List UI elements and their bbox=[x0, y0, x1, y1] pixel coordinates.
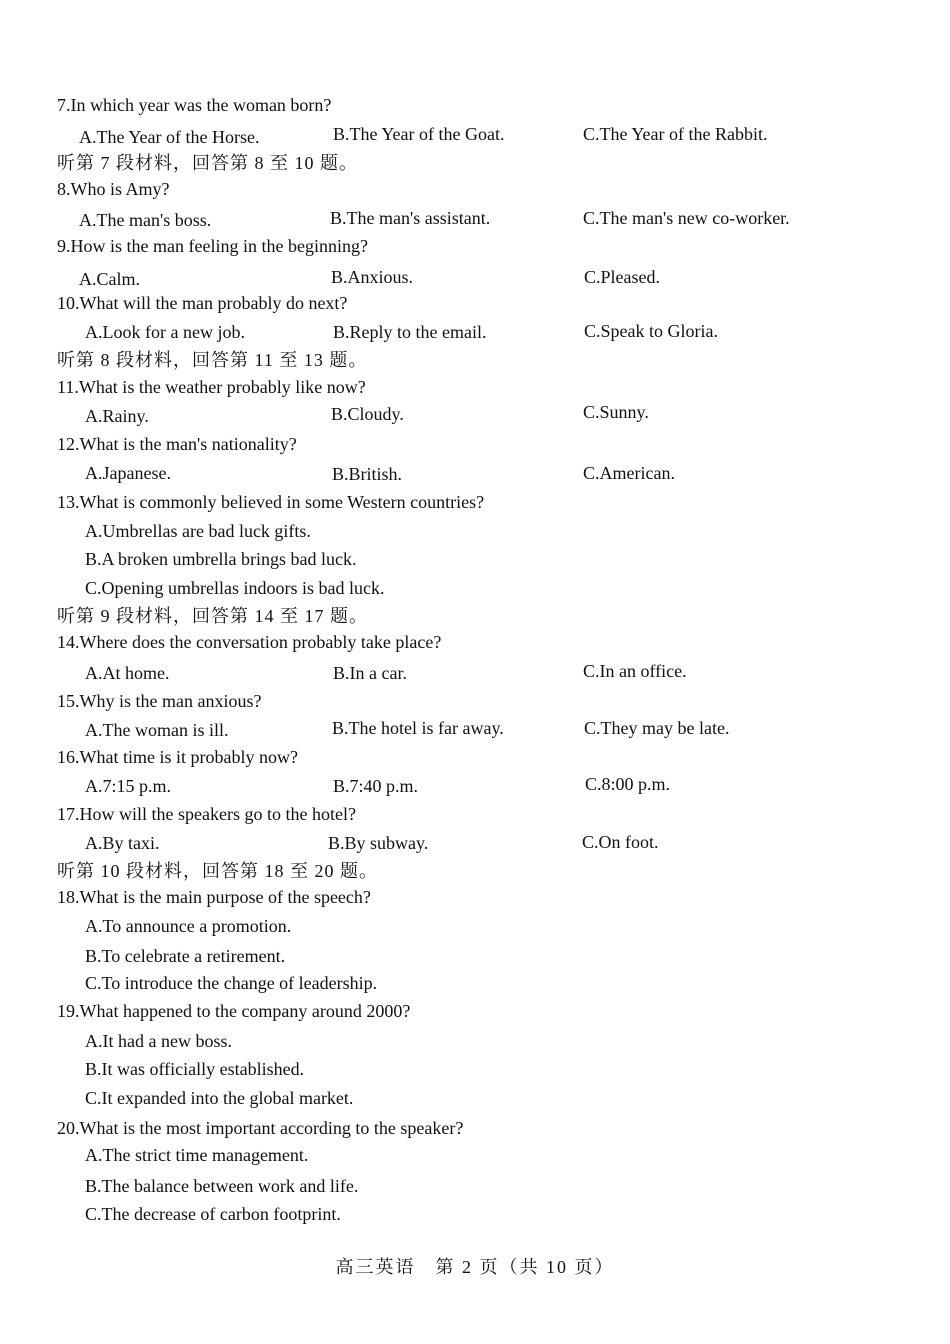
question-7-option-a: A.The Year of the Horse. bbox=[79, 127, 260, 147]
question-8-option-a: A.The man's boss. bbox=[79, 210, 212, 230]
question-9-option-a: A.Calm. bbox=[79, 269, 140, 289]
question-20-option-a: A.The strict time management. bbox=[85, 1145, 309, 1165]
question-17-option-a: A.By taxi. bbox=[85, 833, 160, 853]
question-16-option-a: A.7:15 p.m. bbox=[85, 776, 172, 796]
question-14-option-a: A.At home. bbox=[85, 663, 170, 683]
question-15-option-b: B.The hotel is far away. bbox=[332, 718, 504, 738]
question-18-option-a: A.To announce a promotion. bbox=[85, 916, 292, 936]
question-17-option-c: C.On foot. bbox=[582, 832, 659, 852]
question-10-option-b: B.Reply to the email. bbox=[333, 322, 487, 342]
question-14-option-b: B.In a car. bbox=[333, 663, 407, 683]
question-8-option-b: B.The man's assistant. bbox=[330, 208, 491, 228]
question-8-stem: 8.Who is Amy? bbox=[57, 179, 170, 199]
question-12-option-b: B.British. bbox=[332, 464, 403, 484]
question-10-stem: 10.What will the man probably do next? bbox=[57, 293, 348, 313]
question-10-option-a: A.Look for a new job. bbox=[85, 322, 245, 342]
question-17-option-b: B.By subway. bbox=[328, 833, 429, 853]
question-13-stem: 13.What is commonly believed in some Western countries? bbox=[57, 492, 485, 512]
question-12-option-c: C.American. bbox=[583, 463, 675, 483]
question-20-option-b: B.The balance between work and life. bbox=[85, 1176, 359, 1196]
question-17-stem: 17.How will the speakers go to the hotel? bbox=[57, 804, 356, 824]
section-heading-10: 听第 10 段材料，回答第 18 至 20 题。 bbox=[57, 861, 378, 881]
section-heading-8: 听第 8 段材料，回答第 11 至 13 题。 bbox=[57, 350, 368, 370]
question-11-option-b: B.Cloudy. bbox=[331, 404, 404, 424]
question-7-option-b: B.The Year of the Goat. bbox=[333, 124, 505, 144]
question-14-stem: 14.Where does the conversation probably take place? bbox=[57, 632, 442, 652]
question-13-option-b: B.A broken umbrella brings bad luck. bbox=[85, 549, 357, 569]
question-14-option-c: C.In an office. bbox=[583, 661, 687, 681]
question-18-option-b: B.To celebrate a retirement. bbox=[85, 946, 286, 966]
question-16-option-c: C.8:00 p.m. bbox=[585, 774, 671, 794]
question-11-option-c: C.Sunny. bbox=[583, 402, 649, 422]
question-16-option-b: B.7:40 p.m. bbox=[333, 776, 419, 796]
question-19-option-b: B.It was officially established. bbox=[85, 1059, 305, 1079]
question-19-option-c: C.It expanded into the global market. bbox=[85, 1088, 354, 1108]
question-18-stem: 18.What is the main purpose of the speech? bbox=[57, 887, 371, 907]
question-15-stem: 15.Why is the man anxious? bbox=[57, 691, 262, 711]
question-13-option-a: A.Umbrellas are bad luck gifts. bbox=[85, 521, 311, 541]
question-7-option-c: C.The Year of the Rabbit. bbox=[583, 124, 768, 144]
question-16-stem: 16.What time is it probably now? bbox=[57, 747, 298, 767]
question-15-option-a: A.The woman is ill. bbox=[85, 720, 229, 740]
question-9-option-c: C.Pleased. bbox=[584, 267, 660, 287]
section-heading-9: 听第 9 段材料，回答第 14 至 17 题。 bbox=[57, 606, 368, 626]
question-11-option-a: A.Rainy. bbox=[85, 406, 149, 426]
question-9-option-b: B.Anxious. bbox=[331, 267, 414, 287]
question-19-stem: 19.What happened to the company around 2000? bbox=[57, 1001, 411, 1021]
question-8-option-c: C.The man's new co-worker. bbox=[583, 208, 790, 228]
question-13-option-c: C.Opening umbrellas indoors is bad luck. bbox=[85, 578, 385, 598]
question-18-option-c: C.To introduce the change of leadership. bbox=[85, 973, 378, 993]
question-7-stem: 7.In which year was the woman born? bbox=[57, 95, 332, 115]
question-20-option-c: C.The decrease of carbon footprint. bbox=[85, 1204, 341, 1224]
question-15-option-c: C.They may be late. bbox=[584, 718, 730, 738]
question-10-option-c: C.Speak to Gloria. bbox=[584, 321, 718, 341]
question-12-option-a: A.Japanese. bbox=[85, 463, 171, 483]
question-20-stem: 20.What is the most important according to the speaker? bbox=[57, 1118, 464, 1138]
question-9-stem: 9.How is the man feeling in the beginning? bbox=[57, 236, 368, 256]
question-11-stem: 11.What is the weather probably like now? bbox=[57, 377, 366, 397]
section-heading-7: 听第 7 段材料，回答第 8 至 10 题。 bbox=[57, 153, 358, 173]
page-footer: 高三英语 第 2 页（共 10 页） bbox=[335, 1257, 615, 1277]
question-12-stem: 12.What is the man's nationality? bbox=[57, 434, 297, 454]
question-19-option-a: A.It had a new boss. bbox=[85, 1031, 232, 1051]
